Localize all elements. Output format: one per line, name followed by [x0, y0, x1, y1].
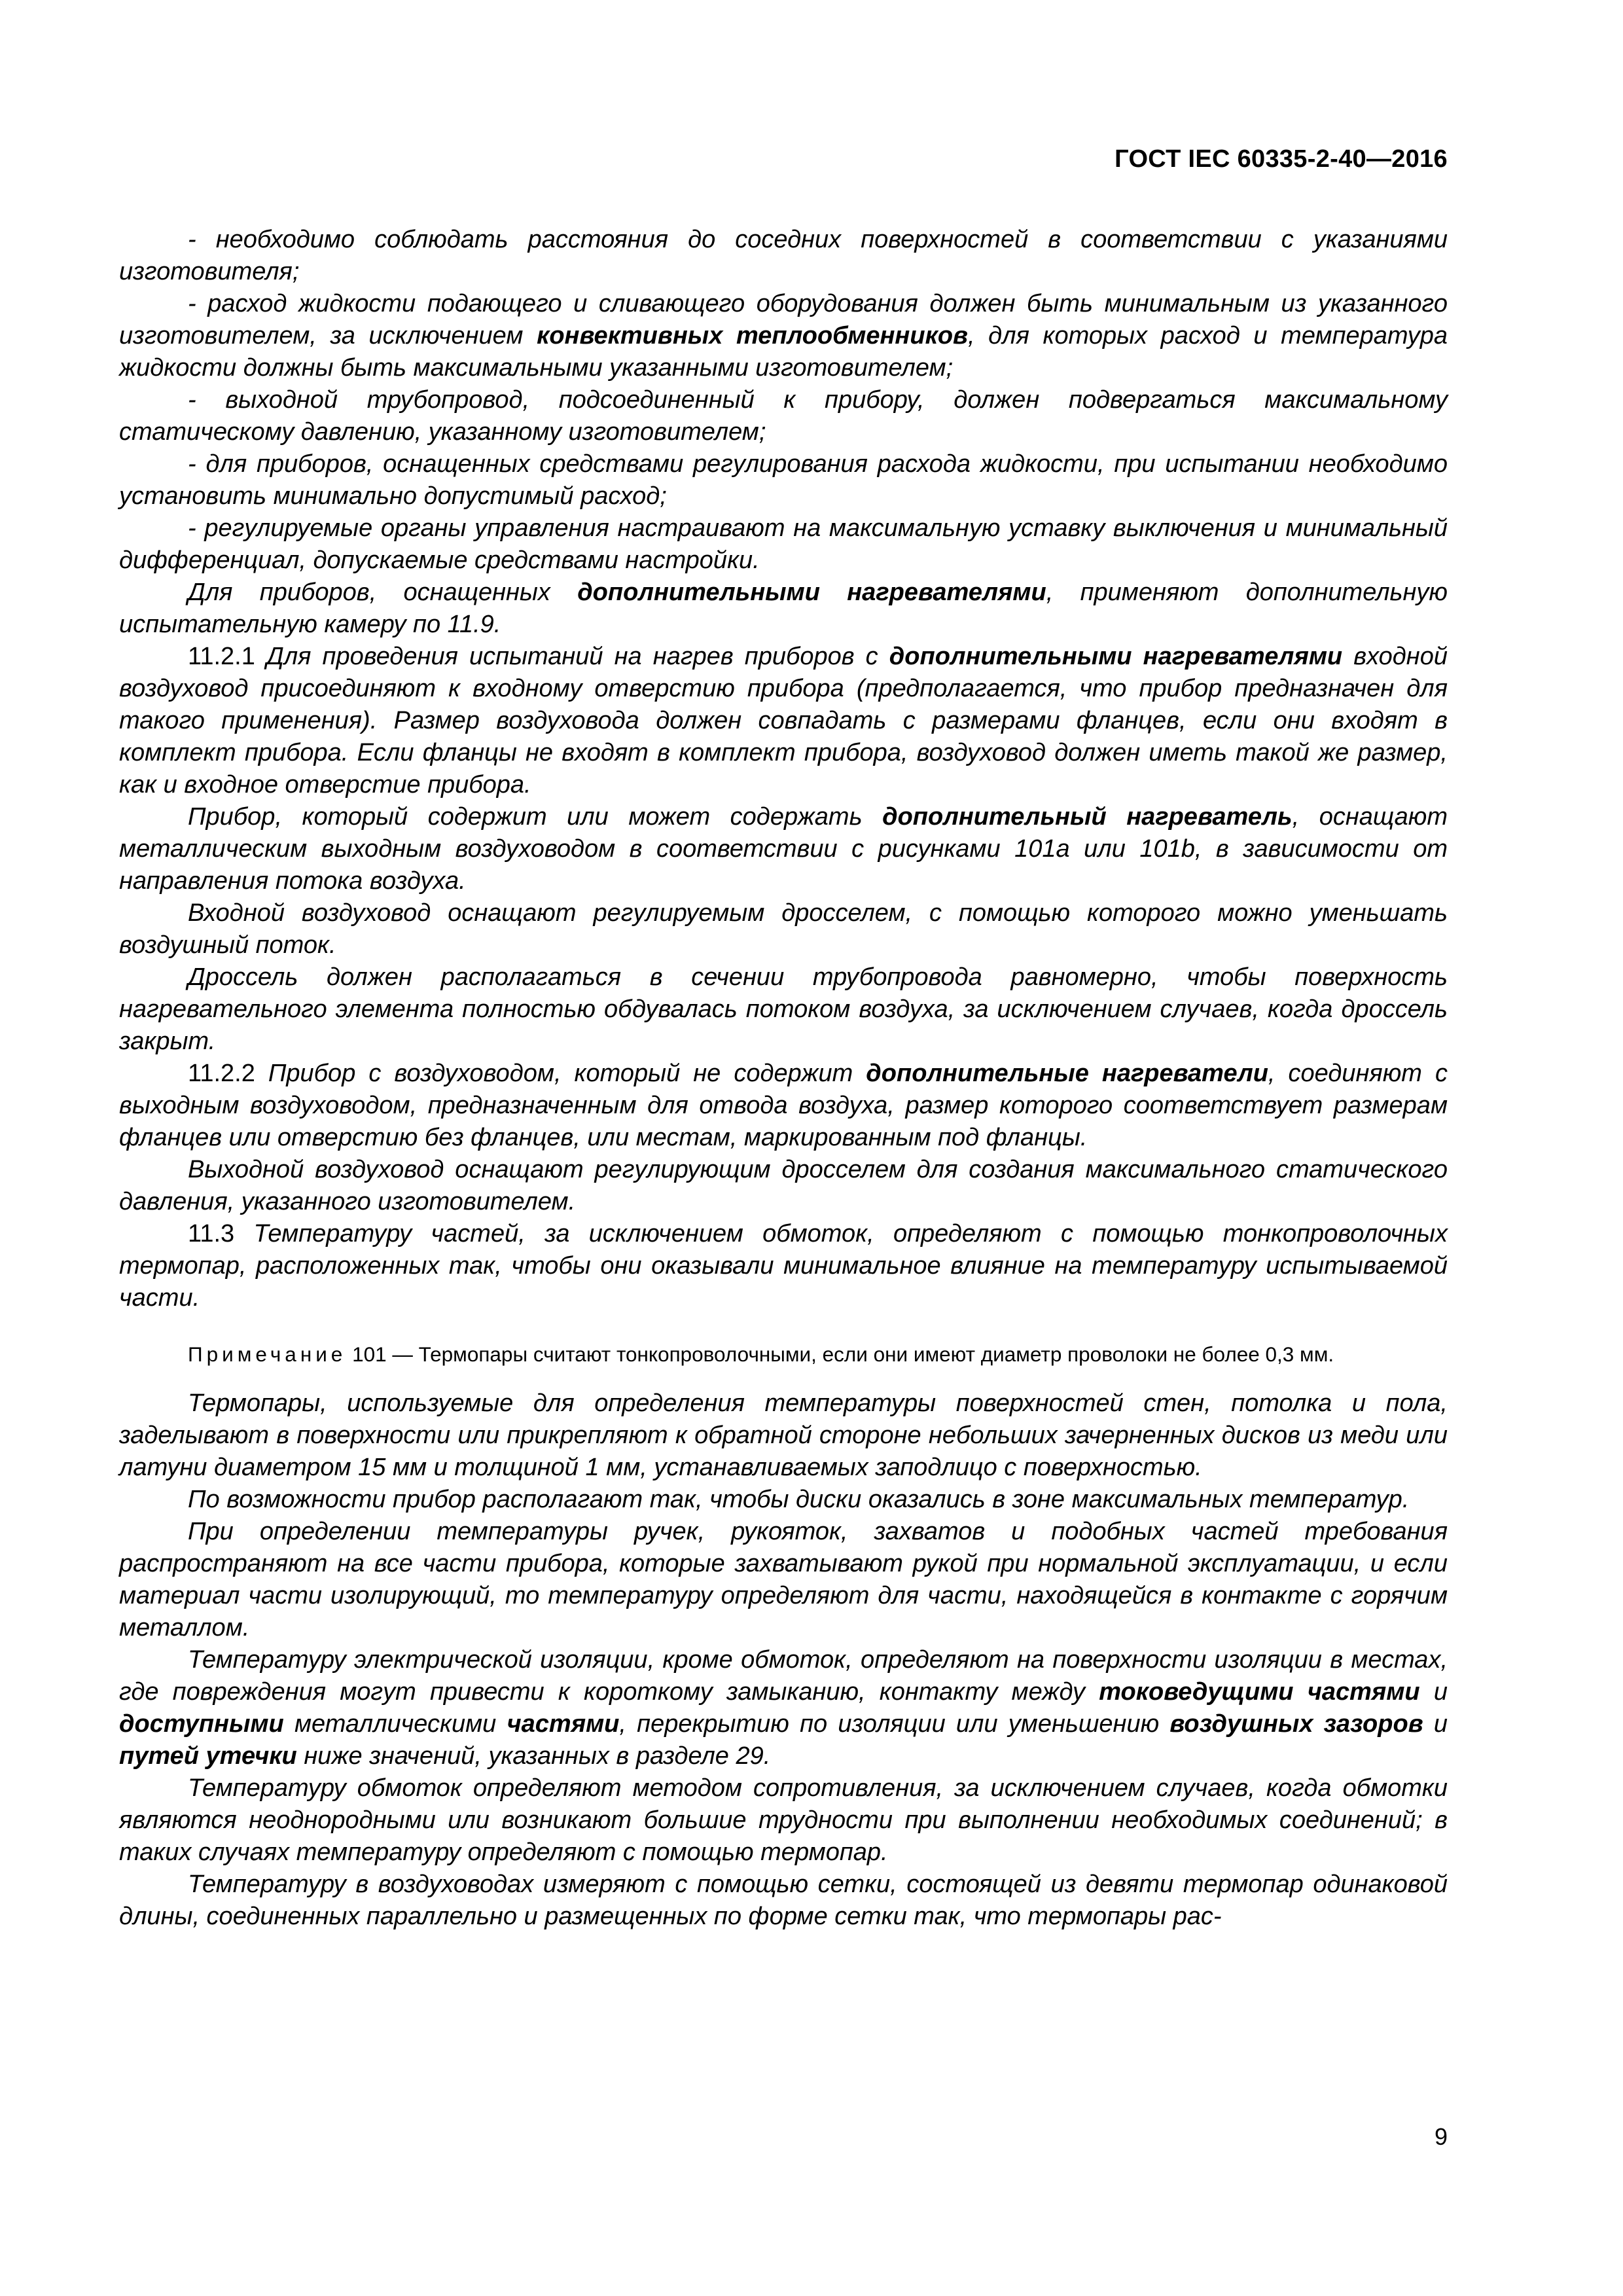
paragraph	[119, 448, 1448, 512]
paragraph-text: Температуру в воздуховодах измеряют с помощью сетки, состоящей из девяти термопар одинаковой длины, соединенных параллельно и размещенных по форме сетки так, что термопары рас-	[119, 1871, 1448, 1930]
clause-number: 11.3	[188, 1220, 235, 1247]
paragraph	[119, 961, 1448, 1058]
defined-term: токоведущими частями	[1099, 1678, 1420, 1706]
clause-number: 11.2.1	[188, 643, 255, 670]
defined-term: частями	[507, 1710, 620, 1738]
paragraph-text: По возможности прибор располагают так, чтобы диски оказались в зоне максимальных температур.	[188, 1486, 1410, 1513]
paragraph	[119, 288, 1448, 384]
paragraph-text: Температуру электрической изоляции, кроме обмоток, определяют на поверхности изоляции в местах, где повреждения могут привести к короткому замыканию, контакту между	[119, 1646, 1448, 1706]
paragraph-text: , для которых расход и температура жидкости должны быть максимальными указанными изготовителем;	[119, 322, 1448, 382]
defined-term: дополнительными нагревателями	[577, 579, 1046, 606]
paragraph-text: - расход жидкости подающего и сливающего оборудования должен быть минимальным из указанного изготовителем, за исключением	[119, 290, 1448, 350]
defined-term: воздушных зазоров	[1169, 1710, 1423, 1738]
paragraph	[119, 1218, 1448, 1314]
paragraph	[119, 641, 1448, 801]
paragraph-text: - для приборов, оснащенных средствами регулирования расхода жидкости, при испытании необходимо установить минимально допустимый расход;	[119, 450, 1448, 510]
paragraph-text: Температуру обмоток определяют методом сопротивления, за исключением случаев, когда обмотки являются неоднородными или возникают большие трудности при выполнении необходимых соединений; в таких случаях температуру определяют с помощью термопар.	[119, 1774, 1448, 1866]
paragraph	[119, 1644, 1448, 1772]
paragraph-text: Для приборов, оснащенных	[188, 579, 578, 606]
paragraph-text: - необходимо соблюдать расстояния до соседних поверхностей в соответствии с указаниями изготовителя;	[119, 226, 1448, 285]
paragraph-text: Дроссель должен располагаться в сечении трубопровода равномерно, чтобы поверхность нагревательного элемента полностью обдувалась потоком воздуха, за исключением случаев, когда дроссель закрыт.	[119, 963, 1448, 1055]
paragraph-text: При определении температуры ручек, рукояток, захватов и подобных частей требования распространяют на все части прибора, которые захватывают рукой при нормальной эксплуатации, и если материал части изолирующий, то температуру определяют для части, находящейся в контакте с горячим металлом.	[119, 1518, 1448, 1641]
paragraph	[119, 512, 1448, 577]
paragraph-text: и	[1423, 1710, 1448, 1738]
defined-term: доступными	[119, 1710, 284, 1738]
clause-number: 11.2.2	[188, 1060, 255, 1087]
paragraph	[119, 1388, 1448, 1484]
paragraph-text: Термопары, используемые для определения температуры поверхностей стен, потолка и пола, заделывают в поверхности или прикрепляют к обратной стороне небольших зачерненных дисков из меди или латуни диаметром 15 мм и толщиной 1 мм, устанавливаемых заподлицо с поверхностью.	[119, 1390, 1448, 1481]
paragraph-text: Выходной воздуховод оснащают регулирующим дросселем для создания максимального статического давления, указанного изготовителем.	[119, 1156, 1448, 1215]
paragraph	[119, 1058, 1448, 1154]
paragraph-text: Прибор с воздуховодом, который не содержит	[255, 1060, 866, 1087]
paragraph	[119, 1516, 1448, 1644]
defined-term: дополнительными нагревателями	[889, 643, 1343, 670]
paragraph	[119, 224, 1448, 288]
note-text: — Термопары считают тонкопроволочными, если они имеют диаметр проволоки не более 0,3 мм.	[386, 1342, 1334, 1366]
note-label: Примечание	[188, 1342, 347, 1366]
paragraph	[119, 1484, 1448, 1516]
paragraph-text: Для проведения испытаний на нагрев приборов с	[255, 643, 889, 670]
paragraph	[119, 801, 1448, 897]
defined-term: дополнительный нагреватель	[882, 803, 1293, 831]
paragraph-text: Прибор, который содержит или может содержать	[188, 803, 883, 831]
note	[119, 1339, 1448, 1369]
paragraph-text: , перекрытию по изоляции или уменьшению	[619, 1710, 1170, 1738]
paragraph-text: металлическими	[283, 1710, 507, 1738]
paragraph-text: Входной воздуховод оснащают регулируемым дросселем, с помощью которого можно уменьшать воздушный поток.	[119, 899, 1448, 959]
paragraph-text: Температуру частей, за исключением обмоток, определяют с помощью тонкопроволочных термопар, расположенных так, чтобы они оказывали минимальное влияние на температуру испытываемой части.	[119, 1220, 1448, 1312]
paragraph	[119, 1772, 1448, 1869]
paragraph	[119, 577, 1448, 641]
paragraph	[119, 384, 1448, 448]
defined-term: путей утечки	[119, 1742, 297, 1770]
paragraph-text: , применяют дополнительную испытательную камеру по 11.9.	[119, 579, 1448, 638]
paragraph-text: - регулируемые органы управления настраивают на максимальную уставку выключения и минимальный дифференциал, допускаемые средствами настройки.	[119, 514, 1448, 574]
defined-term: конвективных теплообменников	[537, 322, 968, 350]
paragraph-text: ниже значений, указанных в разделе 29.	[296, 1742, 771, 1770]
document-header-title: ГОСТ IEC 60335-2-40—2016	[1115, 145, 1448, 173]
paragraph	[119, 897, 1448, 961]
paragraph-text: и	[1419, 1678, 1448, 1706]
paragraph	[119, 1154, 1448, 1218]
paragraph	[119, 1869, 1448, 1933]
note-number: 101	[352, 1342, 387, 1366]
paragraph-text: - выходной трубопровод, подсоединенный к прибору, должен подвергаться максимальному статическому давлению, указанному изготовителем;	[119, 386, 1448, 446]
page-number: 9	[1434, 2123, 1448, 2150]
paragraph-text: входной воздуховод присоединяют к входному отверстию прибора (предполагается, что прибор предназначен для такого применения). Размер воздуховода должен совпадать с размерами фланцев, если они входят в комплект прибора. Если фланцы не входят в комплект прибора, воздуховод должен иметь такой же размер, как и входное отверстие прибора.	[119, 643, 1448, 798]
document-body	[119, 224, 1448, 1933]
defined-term: дополнительные нагреватели	[866, 1060, 1268, 1087]
paragraph-text: , соединяют с выходным воздуховодом, предназначенным для отвода воздуха, размер которого соответствует размерам фланцев или отверстию без фланцев, или местам, маркированным под фланцы.	[119, 1060, 1448, 1151]
paragraph-text: , оснащают металлическим выходным воздуховодом в соответствии с рисунками 101a или 101b, в зависимости от направления потока воздуха.	[119, 803, 1448, 895]
